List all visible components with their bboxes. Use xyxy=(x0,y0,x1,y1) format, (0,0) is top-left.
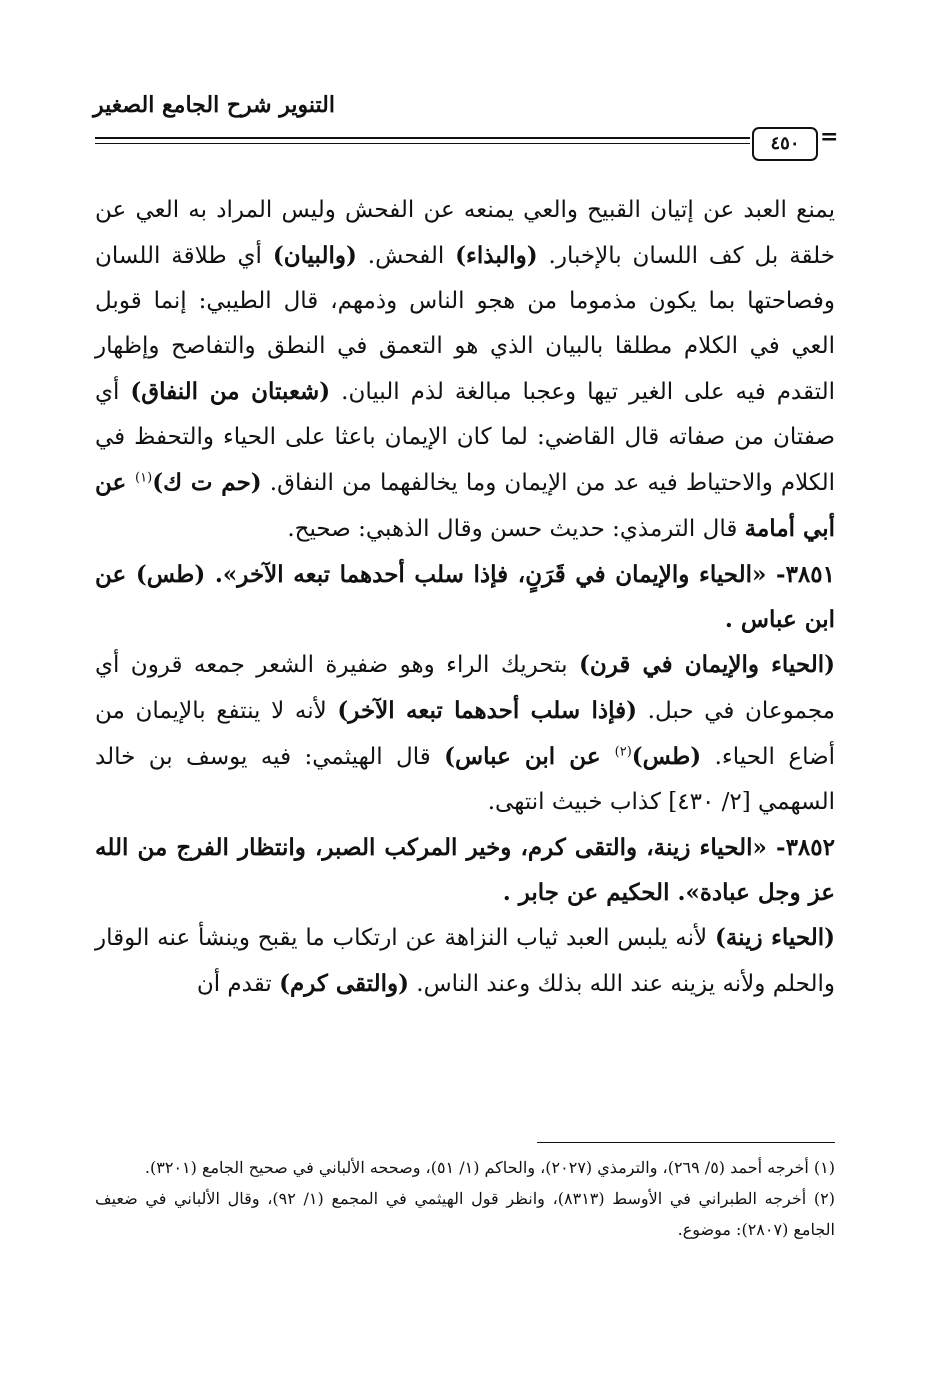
paragraph-commentary-3: (الحياء زينة) لأنه يلبس العبد ثياب النزاهة عن ارتكاب ما يقبح وينشأ عنه الوقار والحلم ولأنه يزينه عند الله بذلك وعند الناس. (والتقى كرم) تقدم أن xyxy=(95,924,835,997)
footnote-1: (١) أخرجه أحمد (٥/ ٢٦٩)، والترمذي (٢٠٢٧)، والحاكم (١/ ٥١)، وصححه الألباني في صحيح الجامع (٣٢٠١). xyxy=(144,1158,835,1177)
header-rule-thin xyxy=(95,143,750,144)
footnote-ref-1: (١) xyxy=(135,470,153,486)
paragraph-commentary-2: (الحياء والإيمان في قرن) بتحريك الراء وهو ضفيرة الشعر جمعه قرون أي مجموعان في حبل. (فإذا سلب أحدهما تبعه الآخر) لأنه لا ينتفع بالإيمان من أضاع الحياء. (طس)$^{(٢)}$ عن ابن عباس) قال الهيثمي: فيه يوسف بن خالد السهمي [٢/ ٤٣٠] كذاب خبيث انتهى. xyxy=(95,651,836,815)
main-text xyxy=(95,188,835,1007)
book-title: التنوير شرح الجامع الصغير xyxy=(93,92,335,118)
header-rule-thick xyxy=(95,137,750,139)
footnote-separator xyxy=(537,1142,835,1143)
footnotes xyxy=(95,1152,835,1245)
footnote-ref-2: (٢) xyxy=(614,744,632,760)
footnote-2: (٢) أخرجه الطبراني في الأوسط (٨٣١٣)، وانظر قول الهيثمي في المجمع (١/ ٩٢)، وقال الألباني في ضعيف الجامع (٢٨٠٧): موضوع. xyxy=(95,1189,835,1239)
page-number: ٤٥٠ xyxy=(752,127,818,161)
hadith-3852: ٣٨٥٢- «الحياء زينة، والتقى كرم، وخير المركب الصبر، وانتظار الفرج من الله عز وجل عبادة». الحكيم عن جابر . xyxy=(95,834,835,906)
page-number-mark: = xyxy=(820,124,839,150)
hadith-3851: ٣٨٥١- «الحياء والإيمان في قَرَنٍ، فإذا سلب أحدهما تبعه الآخر». (طس) عن ابن عباس . xyxy=(95,561,835,633)
paragraph-commentary-1: يمنع العبد عن إتيان القبيح والعي يمنعه عن الفحش وليس المراد به العي عن خلقة بل كف اللسان بالإخبار. (والبذاء) الفحش. (والبيان) أي طلاقة اللسان وفصاحتها بما يكون مذموما من هجو الناس وذمهم، قال الطيبي: إنما قوبل العي في الكلام مطلقا بالبيان الذي هو التعمق في النطق والتفاصح وإظهار التقدم فيه على الغير تيها وعجبا مبالغة لذم البيان. (شعبتان من النفاق) أي صفتان من صفاته قال القاضي: لما كان الإيمان باعثا على الحياء والتحفظ في الكلام والاحتياط فيه عد من الإيمان وما يخالفهما من النفاق. (حم ت ك)$^{(١)}$ عن أبي أمامة قال الترمذي: حديث حسن وقال الذهبي: صحيح. xyxy=(95,197,836,542)
